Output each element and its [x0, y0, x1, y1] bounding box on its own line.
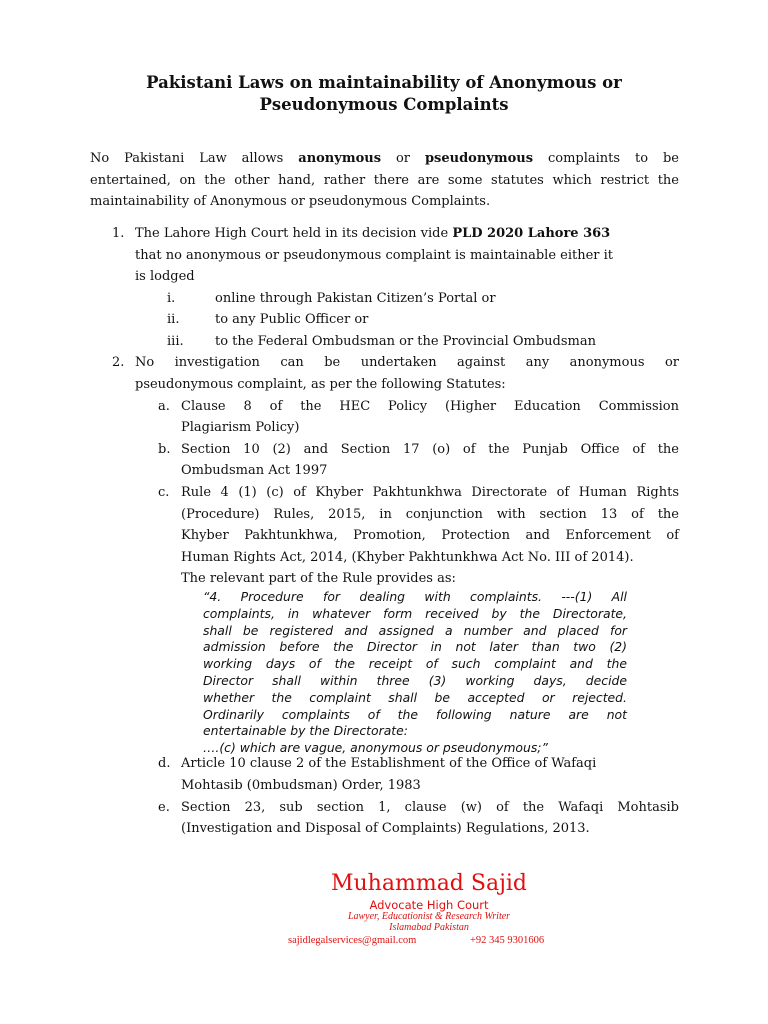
item-2a-line-2: Plagiarism Policy) [181, 420, 300, 435]
intro-bold-pseudonymous: pseudonymous [424, 151, 534, 166]
roman-item-text: to any Public Officer or [215, 312, 369, 327]
roman-item-text: to the Federal Ombudsman or the Provincial Ombudsman [215, 334, 596, 349]
intro-text: No Pakistani Law allows [90, 151, 299, 166]
signature-email[interactable]: sajidlegalservices@gmail.com [288, 935, 417, 946]
item-2c-line-4: Human Rights Act, 2014, (Khyber Pakhtunkhwa Act No. III of 2014). [181, 550, 634, 565]
quote-line: working days of the receipt of such complaint and the [203, 656, 627, 672]
item-1-text: The Lahore High Court held in its decision vide [135, 226, 453, 241]
title-line-1: Pakistani Laws on maintainability of Anonymous or [146, 73, 622, 92]
item-2d-line-1: Article 10 clause 2 of the Establishment of the Office of Wafaqi [181, 756, 597, 771]
quote-line: entertainable by the Directorate: [203, 723, 408, 739]
item-1-number: 1. [112, 226, 125, 241]
item-2-line-1: No investigation can be undertaken against any anonymous or [135, 355, 679, 370]
item-1-line-2: that no anonymous or pseudonymous complaint is maintainable either it [135, 248, 614, 263]
roman-marker: i. [167, 291, 176, 306]
item-2b-line-1: Section 10 (2) and Section 17 (o) of the Punjab Office of the [181, 442, 679, 457]
item-2c-line-2: (Procedure) Rules, 2015, in conjunction with section 13 of the [181, 507, 679, 522]
alpha-marker: a. [158, 399, 170, 414]
intro-text: or [381, 151, 425, 166]
quote-line: Director shall within three (3) working days, decide [203, 672, 627, 688]
intro-text: complaints to be [533, 151, 680, 166]
roman-item-text: online through Pakistan Citizen’s Portal or [215, 291, 496, 306]
signature-subtitle: Lawyer, Educationist & Research Writer [347, 911, 511, 922]
quote-line: whether the complaint shall be accepted or rejected. [203, 689, 627, 705]
title-line-2: Pseudonymous Complaints [259, 95, 509, 114]
intro-paragraph [90, 148, 679, 213]
item-2d-line-2: Mohtasib (0mbudsman) Order, 1983 [181, 778, 421, 793]
item-2-line-2: pseudonymous complaint, as per the following Statutes: [135, 377, 506, 392]
quote-line: shall be registered and assigned a number and placed for [203, 622, 627, 638]
item-2c-line-3: Khyber Pakhtunkhwa, Promotion, Protection and Enforcement of [181, 528, 679, 543]
roman-marker: iii. [167, 334, 184, 349]
intro-line-2: entertained, on the other hand, rather there are some statutes which restrict the [90, 172, 679, 188]
rule-quote [203, 589, 627, 757]
document-title [0, 72, 768, 116]
alpha-marker: c. [158, 485, 170, 500]
signature-title: Advocate High Court [369, 898, 489, 912]
intro-bold-anonymous: anonymous [298, 151, 382, 166]
signature-name: Muhammad Sajid [330, 871, 528, 896]
alpha-marker: e. [158, 800, 170, 815]
roman-marker: ii. [167, 312, 180, 327]
item-2a-line-1: Clause 8 of the HEC Policy (Higher Education Commission [181, 399, 679, 414]
quote-line: complaints, in whatever form received by the Directorate, [203, 605, 627, 621]
item-2b-line-2: Ombudsman Act 1997 [181, 463, 328, 478]
intro-line-3: maintainability of Anonymous or pseudonymous Complaints. [90, 194, 491, 209]
intro-line-1 [90, 148, 679, 170]
item-1-line-1 [135, 223, 679, 245]
item-2c-line-1: Rule 4 (1) (c) of Khyber Pakhtunkhwa Directorate of Human Rights [181, 485, 679, 500]
item-1-line-3: is lodged [135, 269, 195, 284]
quote-line: admission before the Director in not later than two (2) [203, 639, 627, 655]
quote-line: ….(c) which are vague, anonymous or pseudonymous;” [203, 740, 548, 756]
quote-line: “4. Procedure for dealing with complaints. ---(1) All [203, 589, 627, 604]
quote-line: Ordinarily complaints of the following nature are not [203, 706, 627, 722]
item-2-number: 2. [112, 355, 125, 370]
citation-pld: PLD 2020 Lahore 363 [452, 226, 611, 241]
signature-phone: +92 345 9301606 [470, 935, 545, 946]
signature-city: Islamabad Pakistan [389, 922, 469, 933]
alpha-marker: b. [158, 442, 171, 457]
item-2e-line-2: (Investigation and Disposal of Complaints) Regulations, 2013. [181, 821, 590, 836]
item-2e-line-1: Section 23, sub section 1, clause (w) of the Wafaqi Mohtasib [181, 800, 679, 815]
item-2c-line-5: The relevant part of the Rule provides as: [181, 571, 456, 586]
alpha-marker: d. [158, 756, 171, 771]
